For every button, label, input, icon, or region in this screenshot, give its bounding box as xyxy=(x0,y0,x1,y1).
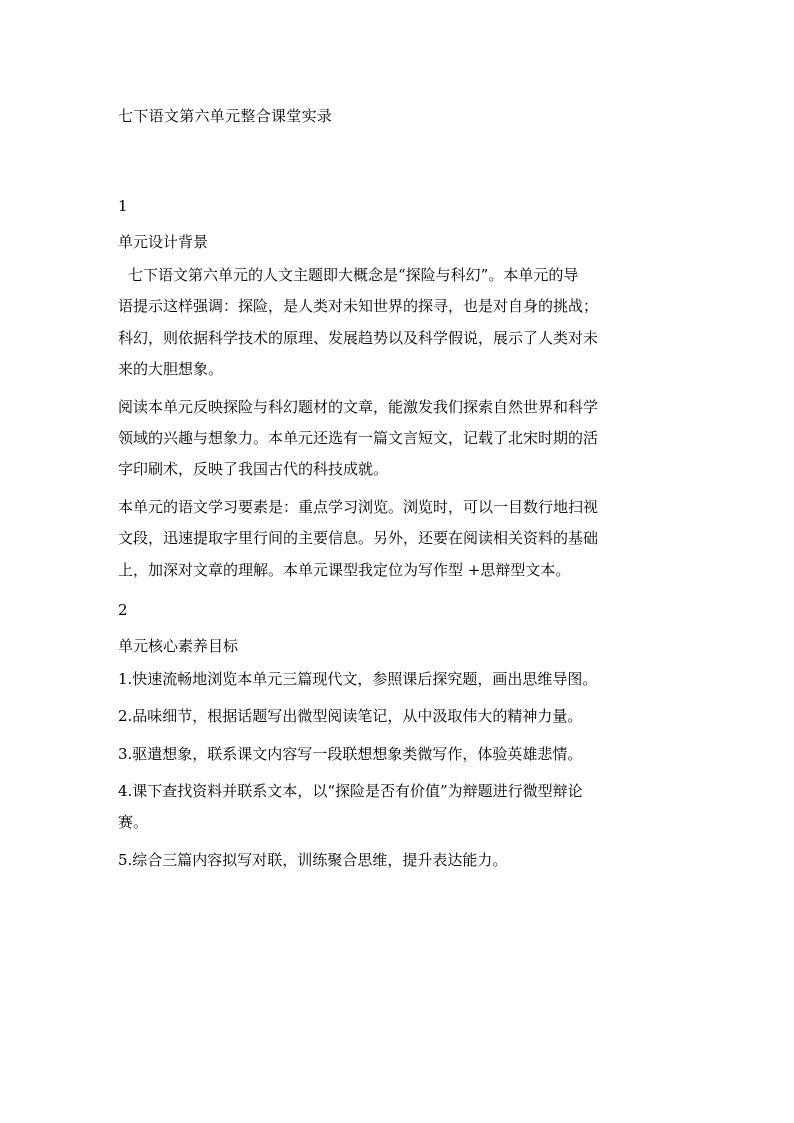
paragraph-line: 文段，迅速提取字里行间的主要信息。另外，还要在阅读相关资料的基础 xyxy=(118,529,599,548)
paragraph-line: 字印刷术，反映了我国古代的科技成就。 xyxy=(118,460,389,479)
objective-item-1 xyxy=(118,664,708,695)
section-1-paragraph-2 xyxy=(118,392,708,486)
section-1-number: 1 xyxy=(118,197,128,215)
paragraph-line: 七下语文第六单元的人文主题即大概念是“探险与科幻”。本单元的导 xyxy=(128,266,579,284)
list-line: 5.综合三篇内容拟写对联，训练聚合思维，提升表达能力。 xyxy=(118,850,508,869)
list-line: 1.快速流畅地浏览本单元三篇现代文，参照课后探究题，画出思维导图。 xyxy=(118,669,598,688)
list-line: 4.课下查找资料并联系文本，以“探险是否有价值”为辩题进行微型辩论 xyxy=(118,782,583,801)
paragraph-line: 来的大胆想象。 xyxy=(118,360,224,379)
section-1-paragraph-3 xyxy=(118,492,708,586)
objective-item-5 xyxy=(118,845,708,876)
document-title: 七下语文第六单元整合课堂实录 xyxy=(118,107,333,125)
paragraph-line: 领域的兴趣与想象力。本单元还选有一篇文言短文，记载了北宋时期的活 xyxy=(118,428,599,447)
title-spacer xyxy=(118,134,708,188)
objective-item-4 xyxy=(118,776,708,839)
paragraph-line: 阅读本单元反映探险与科幻题材的文章，能激发我们探索自然世界和科学 xyxy=(118,397,599,416)
list-line: 3.驱遣想象，联系课文内容写一段联想想象类微写作，体验英雄悲情。 xyxy=(118,744,583,763)
section-1-paragraph-1 xyxy=(118,260,708,386)
objective-item-3 xyxy=(118,739,708,770)
section-2-heading: 单元核心素养目标 xyxy=(118,636,239,655)
section-2-number: 2 xyxy=(118,600,128,619)
document-page xyxy=(118,98,708,876)
paragraph-line: 语提示这样强调：探险，是人类对未知世界的探寻，也是对自身的挑战； xyxy=(118,297,599,316)
paragraph-line: 科幻，则依据科学技术的原理、发展趋势以及科学假说，展示了人类对未 xyxy=(118,328,599,347)
section-1-heading: 单元设计背景 xyxy=(118,233,209,251)
objective-item-2 xyxy=(118,701,708,732)
list-line: 2.品味细节，根据话题写出微型阅读笔记，从中汲取伟大的精神力量。 xyxy=(118,707,583,726)
list-line: 赛。 xyxy=(118,813,149,832)
paragraph-line: 上，加深对文章的理解。本单元课型我定位为写作型 +思辩型文本。 xyxy=(118,560,571,579)
paragraph-line: 本单元的语文学习要素是：重点学习浏览。浏览时，可以一目数行地扫视 xyxy=(118,497,599,516)
